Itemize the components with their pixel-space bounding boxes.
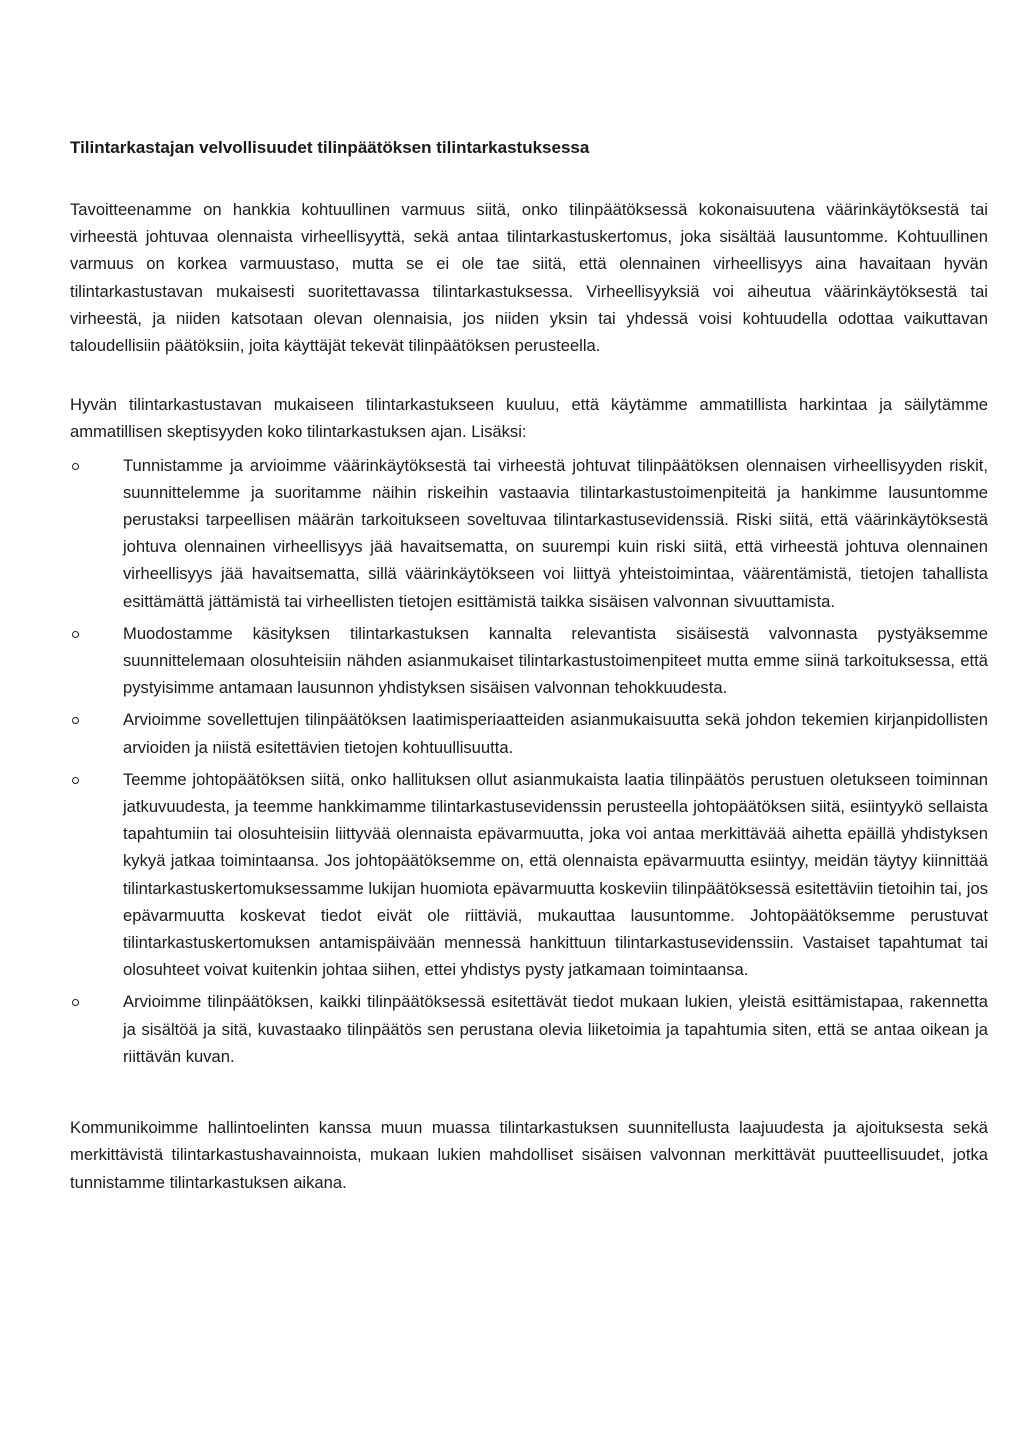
- list-item-text: Teemme johtopäätöksen siitä, onko hallituksen ollut asianmukaista laatia tilinpäätös perustuen oletukseen toiminnan jatkuvuudesta, ja teemme hankkimamme tilintarkastusevidenssin perusteella johtopäätöksen siitä, esiintyykö sellaista tapahtumiin tai olosuhteisiin liittyvää olennaista epävarmuutta, joka voi antaa merkittävää aihetta epäillä yhdistyksen kykyä jatkaa toimintaansa. Jos johtopäätöksemme on, että olennaista epävarmuutta esiintyy, meidän täytyy kiinnittää tilintarkastuskertomuksessamme lukijan huomiota epävarmuutta koskeviin tilinpäätöksessä esitettäviin tietoihin tai, jos epävarmuutta koskevat tiedot eivät ole riittäviä, mukauttaa lausuntomme. Johtopäätöksemme perustuvat tilintarkastuskertomuksen antamispäivään mennessä hankittuun tilintarkastusevidenssiin. Vastaiset tapahtumat tai olosuhteet voivat kuitenkin johtaa siihen, ettei yhdistys pysty jatkamaan toimintaansa.: [123, 769, 988, 980]
- paragraph-communication: Kommunikoimme hallintoelinten kanssa muun muassa tilintarkastuksen suunnitellusta laajuudesta ja ajoituksesta sekä merkittävistä tilintarkastushavainnoista, mukaan lukien mahdolliset sisäisen valvonnan merkittävät puutteellisuudet, jotka tunnistamme tilintarkastuksen aikana.: [70, 1118, 988, 1192]
- paragraph-audit-standard: Hyvän tilintarkastustavan mukaiseen tilintarkastukseen kuuluu, että käytämme ammatillista harkintaa ja säilytämme ammatillisen skeptisyyden koko tilintarkastuksen ajan. Lisäksi:: [70, 395, 988, 442]
- list-item-text: Arvioimme tilinpäätöksen, kaikki tilinpäätöksessä esitettävät tiedot mukaan lukien, yleistä esittämistapaa, rakennetta ja sisältöä ja sitä, kuvastaako tilinpäätös sen perustana olevia liiketoimia ja tapahtumia siten, että se antaa oikean ja riittävän kuvan.: [123, 992, 988, 1066]
- bullet-icon: [72, 777, 79, 784]
- bullet-icon: [72, 999, 79, 1006]
- list-item-text: Tunnistamme ja arvioimme väärinkäytöksestä tai virheestä johtuvat tilinpäätöksen olennaisen virheellisyyden riskit, suunnittelemme ja suoritamme näihin riskeihin vastaavia tilintarkastustoimenpiteitä ja hankimme lausuntomme perustaksi tarpeellisen määrän tarkoitukseen soveltuvaa tilintarkastusevidenssiä. Riski siitä, että väärinkäytöksestä johtuva olennainen virheellisyys jää havaitsematta, on suurempi kuin riski siitä, että virheestä johtuva olennainen virheellisyys jää havaitsematta, sillä väärinkäytökseen voi liittyä yhteistoimintaa, väärentämistä, tietojen tahallista esittämättä jättämistä tai virheellisten tietojen esittämistä taikka sisäisen valvonnan sivuuttamista.: [123, 455, 988, 611]
- bullet-icon: [72, 717, 79, 724]
- bullet-icon: [72, 463, 79, 470]
- list-item: [70, 766, 988, 984]
- bullet-icon: [72, 631, 79, 638]
- list-item: [70, 988, 988, 1070]
- responsibilities-list: [70, 452, 988, 1070]
- document-page: [70, 138, 988, 1196]
- list-item-text: Muodostamme käsityksen tilintarkastuksen kannalta relevantista sisäisestä valvonnasta pystyäksemme suunnittelemaan olosuhteisiin nähden asianmukaiset tilintarkastustoimenpiteet mutta emme siinä tarkoituksessa, että pystyisimme antamaan lausunnon yhdistyksen sisäisen valvonnan tehokkuudesta.: [123, 623, 988, 698]
- list-item: [70, 452, 988, 615]
- paragraph-objective: Tavoitteenamme on hankkia kohtuullinen varmuus siitä, onko tilinpäätöksessä kokonaisuutena väärinkäytöksestä tai virheestä johtuvaa olennaista virheellisyyttä, sekä antaa tilintarkastuskertomus, joka sisältää lausuntomme. Kohtuullinen varmuus on korkea varmuustaso, mutta se ei ole tae siitä, että olennainen virheellisyys aina havaitaan hyvän tilintarkastustavan mukaisesti suoritettavassa tilintarkastuksessa. Virheellisyyksiä voi aiheutua väärinkäytöksestä tai virheestä, ja niiden katsotaan olevan olennaisia, jos niiden yksin tai yhdessä voisi kohtuudella odottaa vaikuttavan taloudellisiin päätöksiin, joita käyttäjät tekevät tilinpäätöksen perusteella.: [70, 200, 988, 356]
- list-item: [70, 620, 988, 702]
- section-heading: Tilintarkastajan velvollisuudet tilinpäätöksen tilintarkastuksessa: [70, 138, 590, 157]
- list-item: [70, 706, 988, 760]
- list-item-text: Arvioimme sovellettujen tilinpäätöksen laatimisperiaatteiden asianmukaisuutta sekä johdon tekemien kirjanpidollisten arvioiden ja niistä esitettävien tietojen kohtuullisuutta.: [123, 710, 988, 757]
